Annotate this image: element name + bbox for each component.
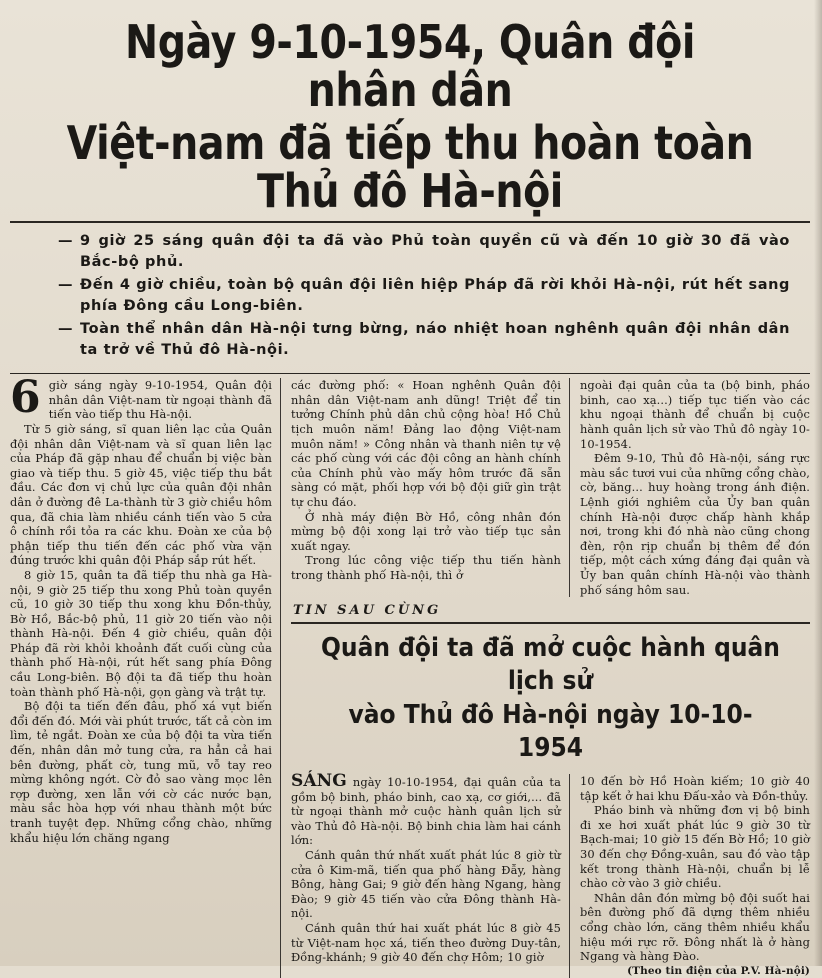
summary-bullet: — Đến 4 giờ chiều, toàn bộ quân đội liên hiệp Pháp đã rời khỏi Hà-nội, rút hết sang phía Đông cầu Long-biên. (58, 277, 790, 315)
summary-bullets (10, 227, 810, 369)
summary-bullet: — 9 giờ 25 sáng quân đội ta đã vào Phủ toàn quyền cũ và đến 10 giờ 30 đã vào Bắc-bộ phủ. (58, 233, 790, 271)
paragraph: Cánh quân thứ hai xuất phát lúc 8 giờ 45 từ Việt-nam học xá, tiến theo đường Duy-tân, Đồng-khánh; 9 giờ 40 đến chợ Hôm; 10 giờ (291, 921, 561, 965)
paragraph: Cánh quân thứ nhất xuất phát lúc 8 giờ từ cửa ô Kim-mã, tiến qua phố hàng Đẫy, hàng Bông, hàng Gai; 9 giờ đến hàng Ngang, hàng Đào; 9 giờ 45 tiến vào cửa Đông thành Hà-nội. (291, 848, 561, 921)
sub-headline-line-2: vào Thủ đô Hà-nội ngày 10-10-1954 (348, 700, 753, 763)
paragraph: Nhân dân đón mừng bộ đội suốt hai bên đường phố đã dựng thêm nhiều cổng chào lớn, căng thêm nhiều khẩu hiệu mới rực rỡ. Đông nhất là ở hàng Ngang và hàng Đào. (580, 890, 810, 964)
lead-word: SÁNG (291, 771, 347, 792)
latest-news-label: TIN SAU CÙNG (293, 603, 442, 619)
paragraph: các đường phố: « Hoan nghênh Quân đội nhân dân Việt-nam anh dũng! Triệt để tin tưởng Chính phủ dân chủ cộng hòa! Hồ Chủ tịch muôn năm! Đảng lao động Việt-nam muôn năm! » Công nhân và thanh niên tự vệ các phố cùng với các đội công an hành chính của Chính phủ vào mấy hôm trước đã sẵn sàng có mặt, phối hợp với bộ đội giữ gìn trật tự chu đáo. (291, 378, 561, 509)
headline-line-1: Ngày 9-10-1954, Quân đội nhân dân (125, 15, 695, 118)
news-credit: (Theo tin điện của P.V. Hà-nội) (627, 964, 810, 977)
divider (10, 221, 810, 223)
article-columns (10, 372, 810, 978)
sub-article-column-2 (580, 774, 810, 978)
paragraph: Pháo binh và những đơn vị bộ binh đi xe hơi xuất phát lúc 9 giờ 30 từ Bạch-mai; 10 giờ 15 đến Bờ Hồ; 10 giờ 30 đến chợ Đồng-xuân, sau đó vào tập kết trong thành Hà-nội, chuẩn bị lễ chào cờ vào 3 giờ chiều. (580, 803, 810, 891)
paragraph: Đêm 9-10, Thủ đô Hà-nội, sáng rực màu sắc tươi vui của những cổng chào, cờ, băng... huy hoàng trong ánh điện. Lệnh giới nghiêm của Ủy ban quân chính Hà-nội được chấp hành khắp nơi, trong khi đó nhà nào cũng chong đèn, rộn rịp chuẩn bị thêm để đón tiếp, một cách xứng đáng đại quân và Ủy ban quân chính Hà-nội vào thành phố sáng hôm sau. (580, 451, 810, 597)
lower-columns (291, 771, 810, 978)
paragraph: Từ 5 giờ sáng, sĩ quan liên lạc của Quân đội nhân dân Việt-nam và sĩ quan liên lạc của Pháp đã gặp nhau để chuẩn bị việc bàn giao và tiếp thu. 5 giờ 45, việc tiếp thu bắt đầu. Các đơn vị chủ lực của quân đội nhân dân ở đường đê La-thành từ 3 giờ chiều hôm qua, đã chia làm nhiều cánh tiến vào 5 cửa ô chính rồi tỏa ra các khu. Đoàn xe của bộ phận tiếp thu tiến đến các phố vừa vặn đúng trước khi quân đội Pháp sắp rút hết. (10, 421, 272, 568)
paragraph: Trong lúc công việc tiếp thu tiến hành trong thành phố Hà-nội, thì ở (291, 553, 561, 582)
paragraph: ngoài đại quân của ta (bộ binh, pháo binh, cao xạ...) tiếp tục tiến vào các khu ngoại thành để chuẩn bị cuộc hành quân lịch sử vào Thủ đô ngày 10-10-1954. (580, 378, 810, 451)
paragraph: giờ sáng ngày 9-10-1954, Quân đội nhân dân Việt-nam từ ngoại thành đã tiến vào tiếp thu Hà-nội. (48, 378, 272, 422)
sub-headline-line-1: Quân đội ta đã mở cuộc hành quân lịch sử (321, 633, 780, 696)
article-column-3 (580, 378, 810, 597)
headline-line-2: Việt-nam đã tiếp thu hoàn toàn Thủ đô Hà-nội (66, 115, 754, 218)
paragraph: Bộ đội ta tiến đến đâu, phố xá vụt biến đổi đến đó. Mới vài phút trước, tất cả còn im lìm, tẻ ngắt. Đoàn xe của bộ đội ta vừa tiến đến, nhân dân mở tung cửa, ra hẳn cả hai bên đường, phất cờ, tung mũ, vỗ tay reo mừng không ngớt. Cờ đỏ sao vàng mọc lên rợp đường, xen lẫn với cờ các nước bạn, màu sắc hòa hợp với nhau thành một bức tranh tuyệt đẹp. Những cổng chào, những khẩu hiệu lớn chăng ngang (10, 699, 272, 845)
article-column-1 (10, 372, 281, 978)
paragraph: 10 đến bờ Hồ Hoàn kiếm; 10 giờ 40 tập kết ở hai khu Đấu-xảo và Đồn-thủy. (580, 774, 810, 803)
paragraph: Ở nhà máy điện Bờ Hồ, công nhân đón mừng bộ đội xong lại trở vào tiếp tục sản xuất ngay. (291, 509, 561, 553)
right-section (291, 378, 810, 978)
drop-cap: 6 (10, 372, 41, 424)
divider (10, 373, 810, 374)
scan-edge-shadow (814, 0, 822, 966)
divider (291, 622, 810, 624)
sub-article-column-1 (291, 771, 570, 978)
paragraph: 8 giờ 15, quân ta đã tiếp thu nhà ga Hà-nội, 9 giờ 25 tiếp thu xong Phủ toàn quyền cũ, 10 giờ 30 tiếp thu xong khu Đồn-thủy, Bờ Hồ, Bắc-bộ phủ, 11 giờ 20 tiến vào nội thành Hà-nội. Đến 4 giờ chiều, quân đội Pháp đã rời khỏi khoảnh đất cuối cùng của thành phố Hà-nội, rút hết sang phía Đông cầu Long-biên. Bộ đội ta đã tiếp thu hoàn toàn thành phố Hà-nội, gọn gàng và trật tự. (10, 567, 272, 699)
article-column-2 (291, 378, 570, 597)
paragraph: ngày 10-10-1954, đại quân của ta gồm bộ binh, pháo binh, cao xạ, cơ giới,... đã từ ngoại thành mở cuộc hành quân lịch sử vào Thủ đô Hà-nội. Bộ binh chia làm hai cánh lớn: (291, 775, 561, 848)
upper-columns (291, 378, 810, 597)
summary-bullet: — Toàn thể nhân dân Hà-nội tưng bừng, náo nhiệt hoan nghênh quân đội nhân dân ta trở về Thủ đô Hà-nội. (58, 321, 790, 359)
